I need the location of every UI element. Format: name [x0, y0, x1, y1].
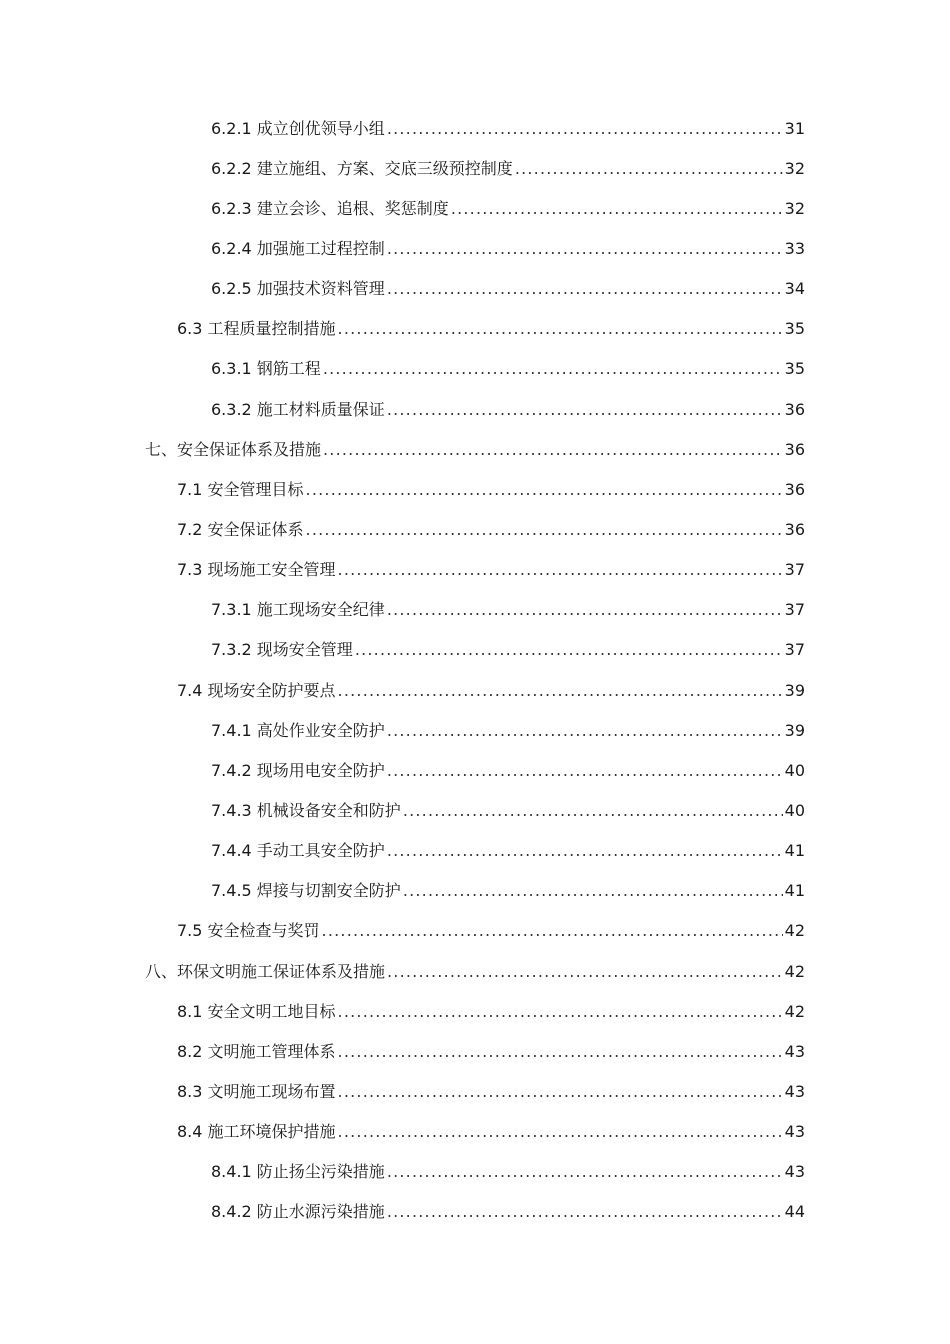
toc-entry-line — [177, 1119, 950, 1142]
toc-entry[interactable] — [0, 549, 950, 589]
toc-entry-page-number: 35 — [784, 359, 805, 379]
toc-dot-leader — [387, 400, 783, 419]
toc-entry[interactable] — [0, 428, 950, 468]
toc-dot-leader — [338, 681, 783, 700]
toc-entry-page-number: 43 — [784, 1122, 805, 1142]
toc-entry-title: 6.2.1 成立创优领导小组 — [211, 118, 385, 138]
toc-entry[interactable] — [0, 308, 950, 348]
toc-entry-title: 7.4.3 机械设备安全和防护 — [211, 800, 401, 820]
toc-dot-leader — [338, 1042, 783, 1061]
toc-entry-title: 七、安全保证体系及措施 — [145, 439, 322, 459]
toc-entry-page-number: 39 — [784, 680, 805, 700]
toc-dot-leader — [387, 761, 783, 780]
toc-entry-title: 6.3.1 钢筋工程 — [211, 359, 321, 379]
toc-entry-line — [211, 838, 950, 861]
toc-entry-title: 6.2.4 加强施工过程控制 — [211, 238, 385, 258]
toc-dot-leader — [387, 600, 783, 619]
toc-entry[interactable] — [0, 910, 950, 950]
toc-dot-leader — [387, 962, 783, 981]
toc-entry-title: 7.2 安全保证体系 — [177, 519, 304, 539]
toc-entry-title: 8.4.2 防止水源污染措施 — [211, 1202, 385, 1222]
toc-entry[interactable] — [0, 990, 950, 1030]
toc-entry-line — [211, 718, 950, 741]
toc-entry-line — [211, 637, 950, 660]
toc-entry-page-number: 32 — [784, 198, 805, 218]
toc-entry-page-number: 43 — [784, 1162, 805, 1182]
toc-entry[interactable] — [0, 187, 950, 227]
toc-dot-leader — [338, 1002, 783, 1021]
toc-entry-title: 7.5 安全检查与奖罚 — [177, 921, 320, 941]
toc-dot-leader — [338, 560, 783, 579]
toc-entry-page-number: 32 — [784, 158, 805, 178]
toc-entry[interactable] — [0, 227, 950, 267]
toc-entry-line — [177, 1079, 950, 1102]
toc-entry-line — [177, 678, 950, 701]
toc-entry-line — [211, 116, 950, 139]
toc-entry-title: 8.3 文明施工现场布置 — [177, 1081, 336, 1101]
toc-entry-title: 7.4.2 现场用电安全防护 — [211, 760, 385, 780]
toc-entry-title: 7.3.2 现场安全管理 — [211, 640, 353, 660]
toc-entry-page-number: 33 — [784, 238, 805, 258]
toc-dot-leader — [387, 239, 783, 258]
toc-entry-title: 7.4.5 焊接与切割安全防护 — [211, 881, 401, 901]
toc-entry-page-number: 37 — [784, 640, 805, 660]
toc-entry-line — [211, 156, 950, 179]
toc-dot-leader — [323, 440, 783, 459]
toc-entry-page-number: 41 — [784, 881, 805, 901]
toc-entry-page-number: 36 — [784, 439, 805, 459]
toc-entry[interactable] — [0, 749, 950, 789]
toc-entry-title: 7.4.4 手动工具安全防护 — [211, 841, 385, 861]
toc-dot-leader — [387, 1162, 783, 1181]
toc-entry-line — [177, 557, 950, 580]
toc-entry-title: 7.4.1 高处作业安全防护 — [211, 720, 385, 740]
toc-entry-title: 8.2 文明施工管理体系 — [177, 1041, 336, 1061]
toc-dot-leader — [306, 480, 783, 499]
toc-dot-leader — [387, 279, 783, 298]
toc-entry-page-number: 42 — [784, 921, 805, 941]
toc-entry[interactable] — [0, 589, 950, 629]
toc-dot-leader — [387, 841, 783, 860]
toc-entry-title: 6.3.2 施工材料质量保证 — [211, 399, 385, 419]
toc-entry[interactable] — [0, 629, 950, 669]
toc-entry-line — [211, 276, 950, 299]
toc-entry[interactable] — [0, 1151, 950, 1191]
toc-entry[interactable] — [0, 1070, 950, 1110]
toc-entry-line — [211, 798, 950, 821]
toc-dot-leader — [306, 520, 783, 539]
toc-entry-page-number: 37 — [784, 600, 805, 620]
toc-entry-line — [145, 437, 950, 460]
toc-dot-leader — [403, 881, 783, 900]
toc-entry-line — [145, 959, 950, 982]
toc-dot-leader — [387, 119, 783, 138]
toc-entry-title: 6.2.5 加强技术资料管理 — [211, 279, 385, 299]
toc-dot-leader — [387, 1202, 783, 1221]
table-of-contents — [0, 107, 950, 1231]
toc-entry-line — [211, 356, 950, 379]
toc-entry-title: 8.1 安全文明工地目标 — [177, 1001, 336, 1021]
toc-entry-line — [177, 999, 950, 1022]
toc-entry-page-number: 34 — [784, 279, 805, 299]
toc-entry-title: 7.1 安全管理目标 — [177, 479, 304, 499]
toc-entry[interactable] — [0, 268, 950, 308]
toc-entry-page-number: 42 — [784, 1001, 805, 1021]
toc-entry-page-number: 40 — [784, 760, 805, 780]
toc-dot-leader — [338, 1082, 783, 1101]
toc-entry-title: 6.2.3 建立会诊、追根、奖惩制度 — [211, 198, 449, 218]
toc-entry[interactable] — [0, 789, 950, 829]
toc-entry-page-number: 36 — [784, 479, 805, 499]
toc-entry-page-number: 43 — [784, 1041, 805, 1061]
toc-dot-leader — [323, 359, 783, 378]
toc-entry-line — [211, 878, 950, 901]
toc-entry-line — [211, 397, 950, 420]
toc-entry[interactable] — [0, 1030, 950, 1070]
toc-entry-page-number: 31 — [784, 118, 805, 138]
toc-dot-leader — [338, 1122, 783, 1141]
toc-entry[interactable] — [0, 107, 950, 147]
toc-entry[interactable] — [0, 709, 950, 749]
toc-entry-page-number: 39 — [784, 720, 805, 740]
toc-entry[interactable] — [0, 348, 950, 388]
toc-entry[interactable] — [0, 508, 950, 548]
toc-entry-line — [211, 1159, 950, 1182]
toc-entry-line — [211, 236, 950, 259]
toc-entry-line — [211, 758, 950, 781]
toc-dot-leader — [403, 801, 783, 820]
toc-entry-title: 7.4 现场安全防护要点 — [177, 680, 336, 700]
toc-entry[interactable] — [0, 669, 950, 709]
toc-entry[interactable] — [0, 388, 950, 428]
toc-entry-line — [211, 597, 950, 620]
toc-entry-title: 7.3.1 施工现场安全纪律 — [211, 600, 385, 620]
toc-entry-line — [177, 918, 950, 941]
toc-entry[interactable] — [0, 870, 950, 910]
toc-entry-title: 6.2.2 建立施组、方案、交底三级预控制度 — [211, 158, 513, 178]
toc-entry-page-number: 41 — [784, 841, 805, 861]
toc-dot-leader — [515, 159, 783, 178]
toc-entry-page-number: 35 — [784, 319, 805, 339]
toc-entry-title: 八、环保文明施工保证体系及措施 — [145, 961, 386, 981]
toc-entry-line — [177, 316, 950, 339]
toc-entry-line — [211, 1199, 950, 1222]
toc-dot-leader — [387, 721, 783, 740]
toc-dot-leader — [451, 199, 783, 218]
toc-dot-leader — [355, 640, 783, 659]
toc-entry[interactable] — [0, 147, 950, 187]
toc-entry-title: 8.4.1 防止扬尘污染措施 — [211, 1162, 385, 1182]
toc-entry-title: 6.3 工程质量控制措施 — [177, 319, 336, 339]
toc-entry[interactable] — [0, 950, 950, 990]
toc-entry[interactable] — [0, 1191, 950, 1231]
toc-entry-line — [177, 1039, 950, 1062]
toc-entry[interactable] — [0, 830, 950, 870]
toc-entry-page-number: 42 — [784, 961, 805, 981]
toc-entry-page-number: 36 — [784, 519, 805, 539]
toc-entry-line — [177, 477, 950, 500]
toc-entry-line — [177, 517, 950, 540]
toc-entry-line — [211, 196, 950, 219]
toc-entry[interactable] — [0, 468, 950, 508]
toc-entry-page-number: 43 — [784, 1081, 805, 1101]
toc-entry-title: 8.4 施工环境保护措施 — [177, 1122, 336, 1142]
toc-entry-page-number: 40 — [784, 800, 805, 820]
toc-entry-title: 7.3 现场施工安全管理 — [177, 560, 336, 580]
toc-dot-leader — [338, 319, 783, 338]
toc-dot-leader — [322, 921, 783, 940]
toc-entry-page-number: 36 — [784, 399, 805, 419]
toc-entry-page-number: 37 — [784, 560, 805, 580]
toc-entry[interactable] — [0, 1111, 950, 1151]
toc-entry-page-number: 44 — [784, 1202, 805, 1222]
